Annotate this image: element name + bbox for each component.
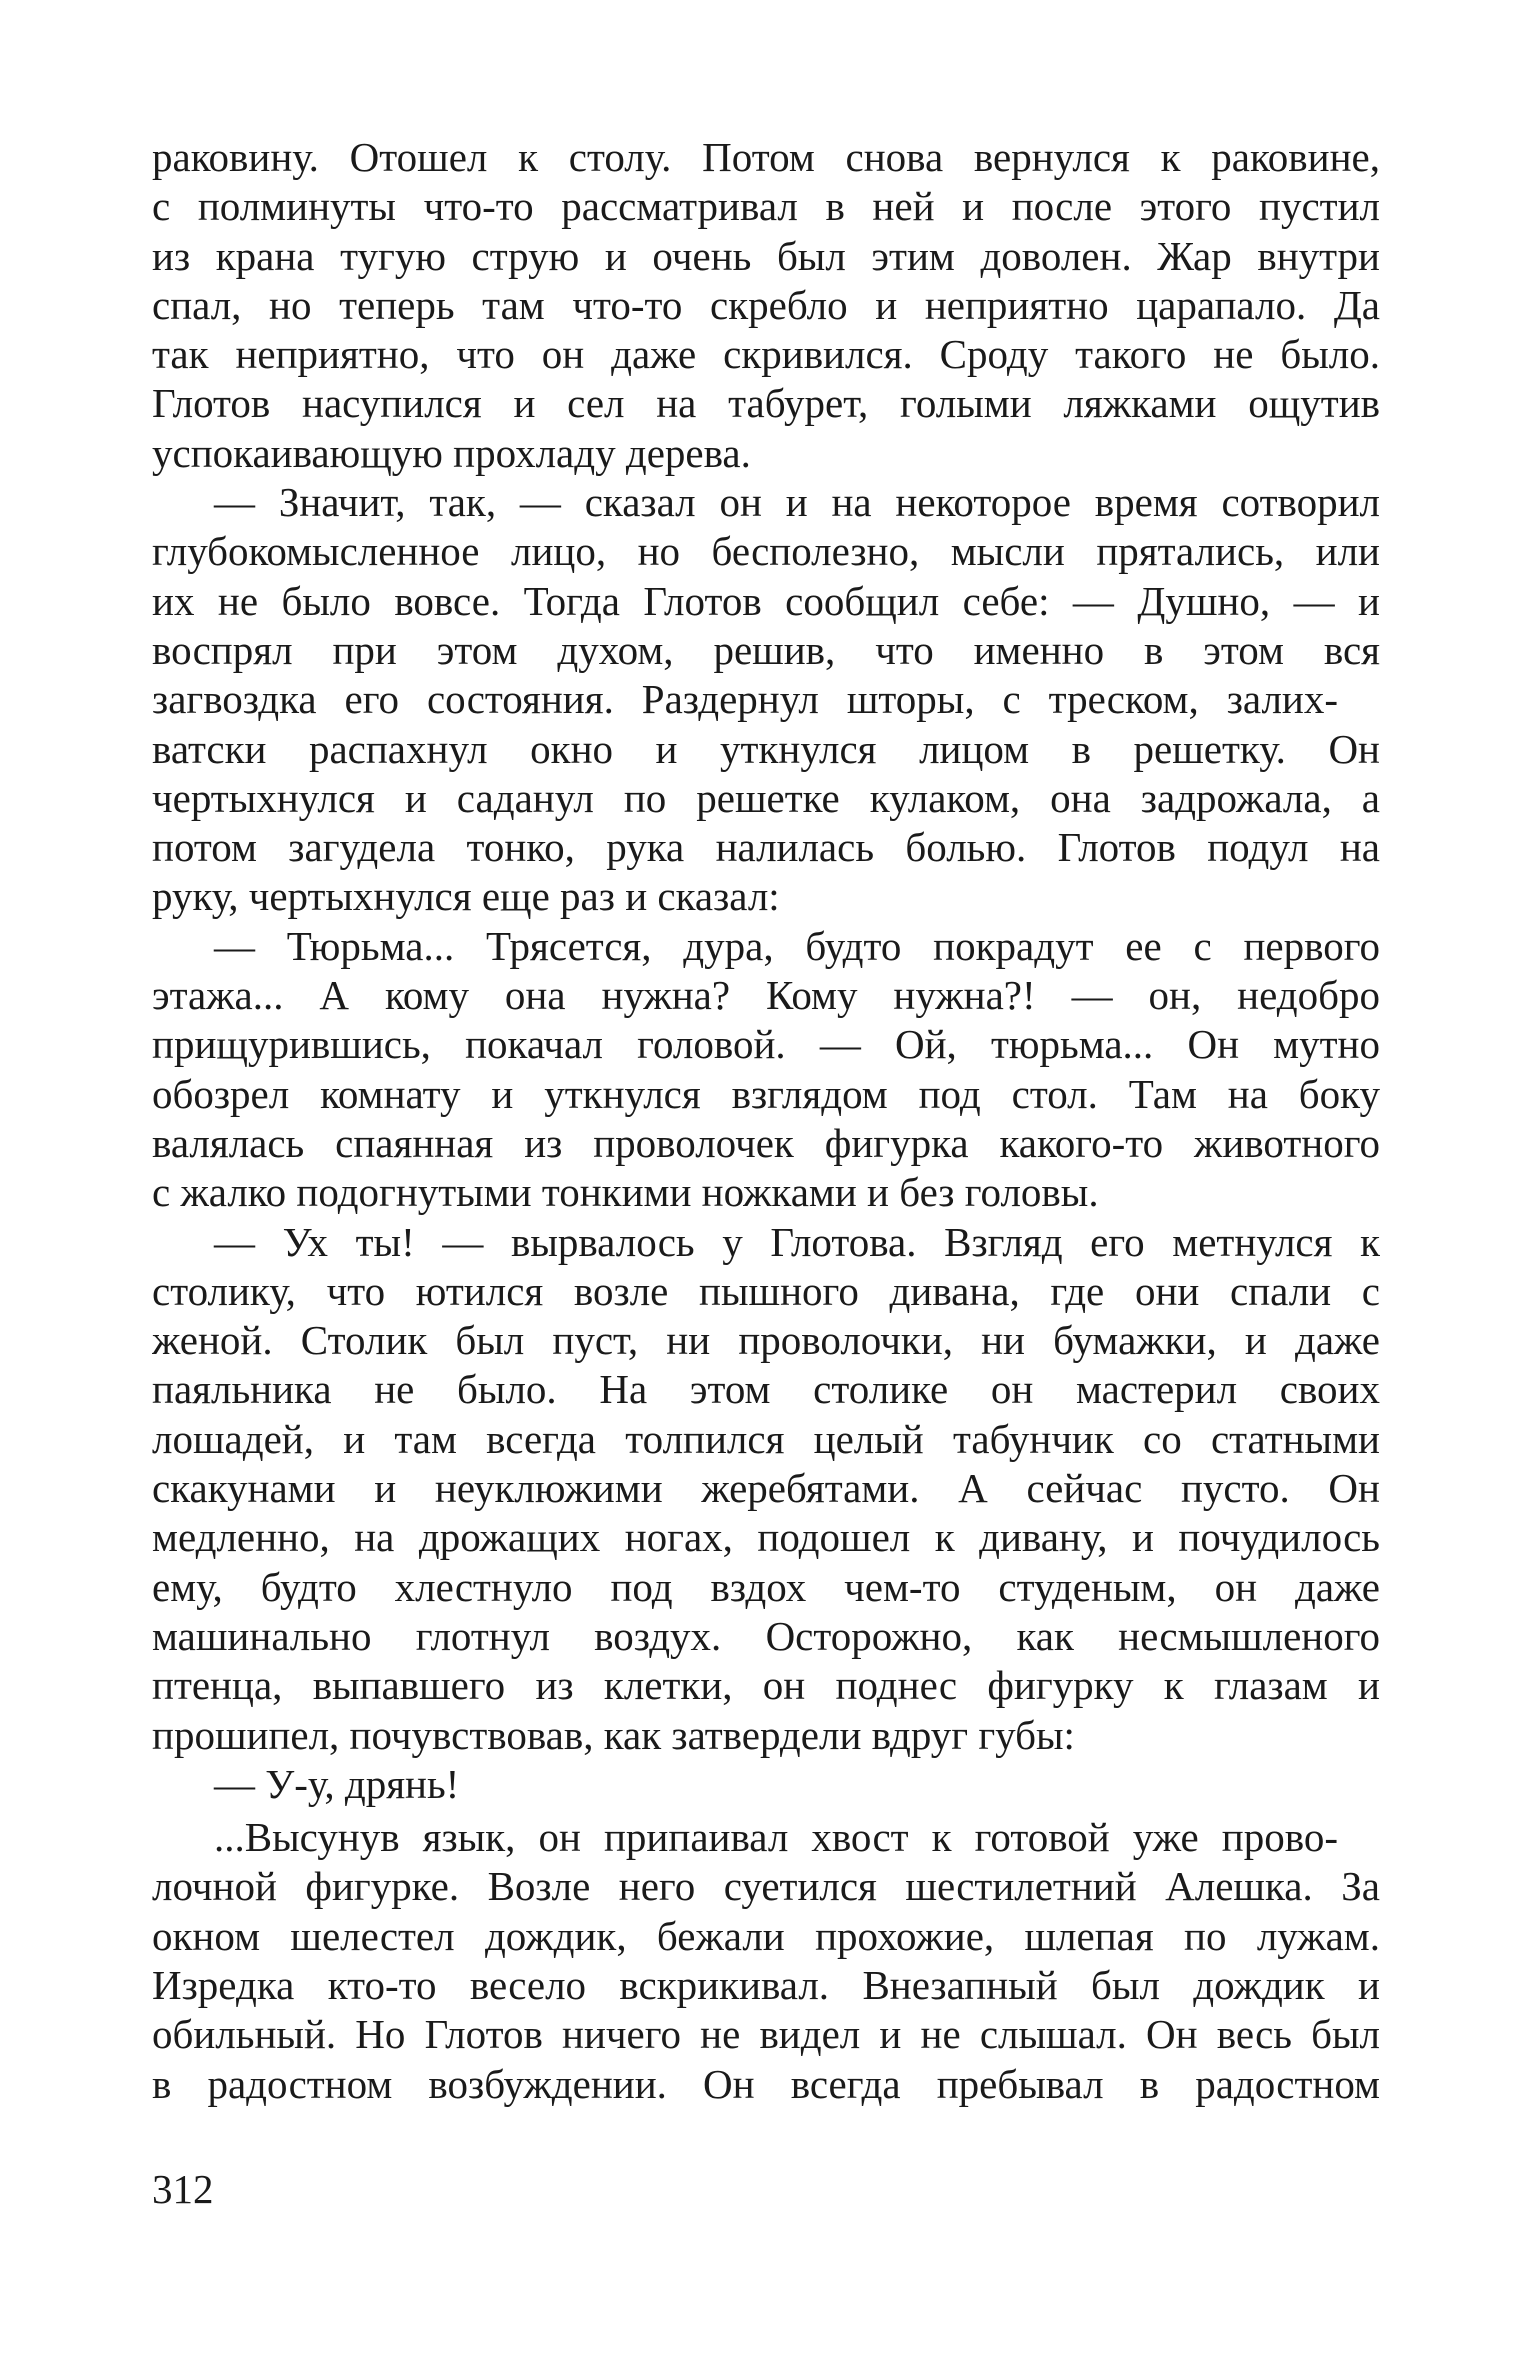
- text-line: с жалко подогнутыми тонкими ножками и без головы.: [152, 1169, 1099, 1216]
- text-line: паяльника не было. На этом столике он мастерил своих: [152, 1366, 1380, 1413]
- text-line: — Значит, так, — сказал он и на некоторое время сотворил: [214, 479, 1380, 526]
- text-line: с полминуты что-то рассматривал в ней и после этого пустил: [152, 183, 1380, 230]
- text-line: ему, будто хлестнуло под вздох чем-то студеным, он даже: [152, 1563, 1380, 1610]
- paragraph: [152, 1813, 1380, 2109]
- page-number: 312: [152, 2166, 214, 2212]
- text-line: женой. Столик был пуст, ни проволочки, ни бумажки, и даже: [152, 1317, 1380, 1364]
- text-line: обозрел комнату и уткнулся взглядом под стол. Там на боку: [152, 1070, 1380, 1117]
- text-line: медленно, на дрожащих ногах, подошел к дивану, и почудилось: [152, 1514, 1380, 1561]
- text-line: успокаивающую прохладу дерева.: [152, 429, 751, 476]
- text-line: этажа... А кому она нужна? Кому нужна?! — он, недобро: [152, 972, 1380, 1019]
- text-line: спал, но теперь там что-то скребло и неприятно царапало. Да: [152, 281, 1380, 328]
- text-line: ватски распахнул окно и уткнулся лицом в решетку. Он: [152, 725, 1380, 772]
- text-line: — Тюрьма... Трясется, дура, будто покрадут ее с первого: [214, 922, 1380, 969]
- text-line: ...Высунув язык, он припаивал хвост к готовой уже прово-: [214, 1814, 1338, 1861]
- text-line: из крана тугую струю и очень был этим доволен. Жар внутри: [152, 232, 1380, 279]
- text-line: руку, чертыхнулся еще раз и сказал:: [152, 873, 780, 920]
- text-line: чертыхнулся и саданул по решетке кулаком, она задрожала, а: [152, 774, 1380, 821]
- text-line: глубокомысленное лицо, но бесполезно, мысли прятались, или: [152, 528, 1380, 575]
- text-line: лочной фигурке. Возле него суетился шестилетний Алешка. За: [152, 1863, 1380, 1910]
- text-line: обильный. Но Глотов ничего не видел и не слышал. Он весь был: [152, 2011, 1380, 2058]
- text-line: столику, что ютился возле пышного дивана, где они спали с: [152, 1267, 1380, 1314]
- text-line: загвоздка его состояния. Раздернул шторы, с треском, залих-: [152, 676, 1338, 723]
- text-line: валялась спаянная из проволочек фигурка какого-то животного: [152, 1119, 1380, 1166]
- paragraph: [152, 133, 1380, 478]
- text-line: воспрял при этом духом, решив, что именно в этом вся: [152, 626, 1380, 673]
- page-body: [152, 133, 1380, 2109]
- text-line: машинально глотнул воздух. Осторожно, как несмышленого: [152, 1612, 1380, 1659]
- text-line: в радостном возбуждении. Он всегда пребывал в радостном: [152, 2060, 1380, 2107]
- text-line: раковину. Отошел к столу. Потом снова вернулся к раковине,: [152, 134, 1380, 180]
- text-line: скакунами и неуклюжими жеребятами. А сейчас пусто. Он: [152, 1465, 1380, 1512]
- text-line: прошипел, почувствовав, как затвердели вдруг губы:: [152, 1711, 1075, 1758]
- paragraph: [152, 1760, 1380, 1809]
- text-line: Глотов насупился и сел на табурет, голыми ляжками ощутив: [152, 380, 1380, 427]
- text-line: лошадей, и там всегда толпился целый табунчик со статными: [152, 1415, 1380, 1462]
- text-line: — Ух ты! — вырвалось у Глотова. Взгляд его метнулся к: [214, 1218, 1380, 1265]
- text-line: птенца, выпавшего из клетки, он поднес фигурку к глазам и: [152, 1662, 1380, 1709]
- text-line: потом загудела тонко, рука налилась болью. Глотов подул на: [152, 824, 1380, 871]
- paragraph: [152, 922, 1380, 1218]
- paragraph: [152, 1218, 1380, 1760]
- text-line: так неприятно, что он даже скривился. Сроду такого не было.: [152, 331, 1380, 378]
- text-line: — У-у, дрянь!: [214, 1760, 460, 1807]
- paragraph: [152, 478, 1380, 922]
- text-line: прищурившись, покачал головой. — Ой, тюрьма... Он мутно: [152, 1021, 1380, 1068]
- text-line: их не было вовсе. Тогда Глотов сообщил себе: — Душно, — и: [152, 577, 1380, 624]
- text-line: Изредка кто-то весело вскрикивал. Внезапный был дождик и: [152, 1961, 1380, 2008]
- text-line: окном шелестел дождик, бежали прохожие, шлепая по лужам.: [152, 1912, 1380, 1959]
